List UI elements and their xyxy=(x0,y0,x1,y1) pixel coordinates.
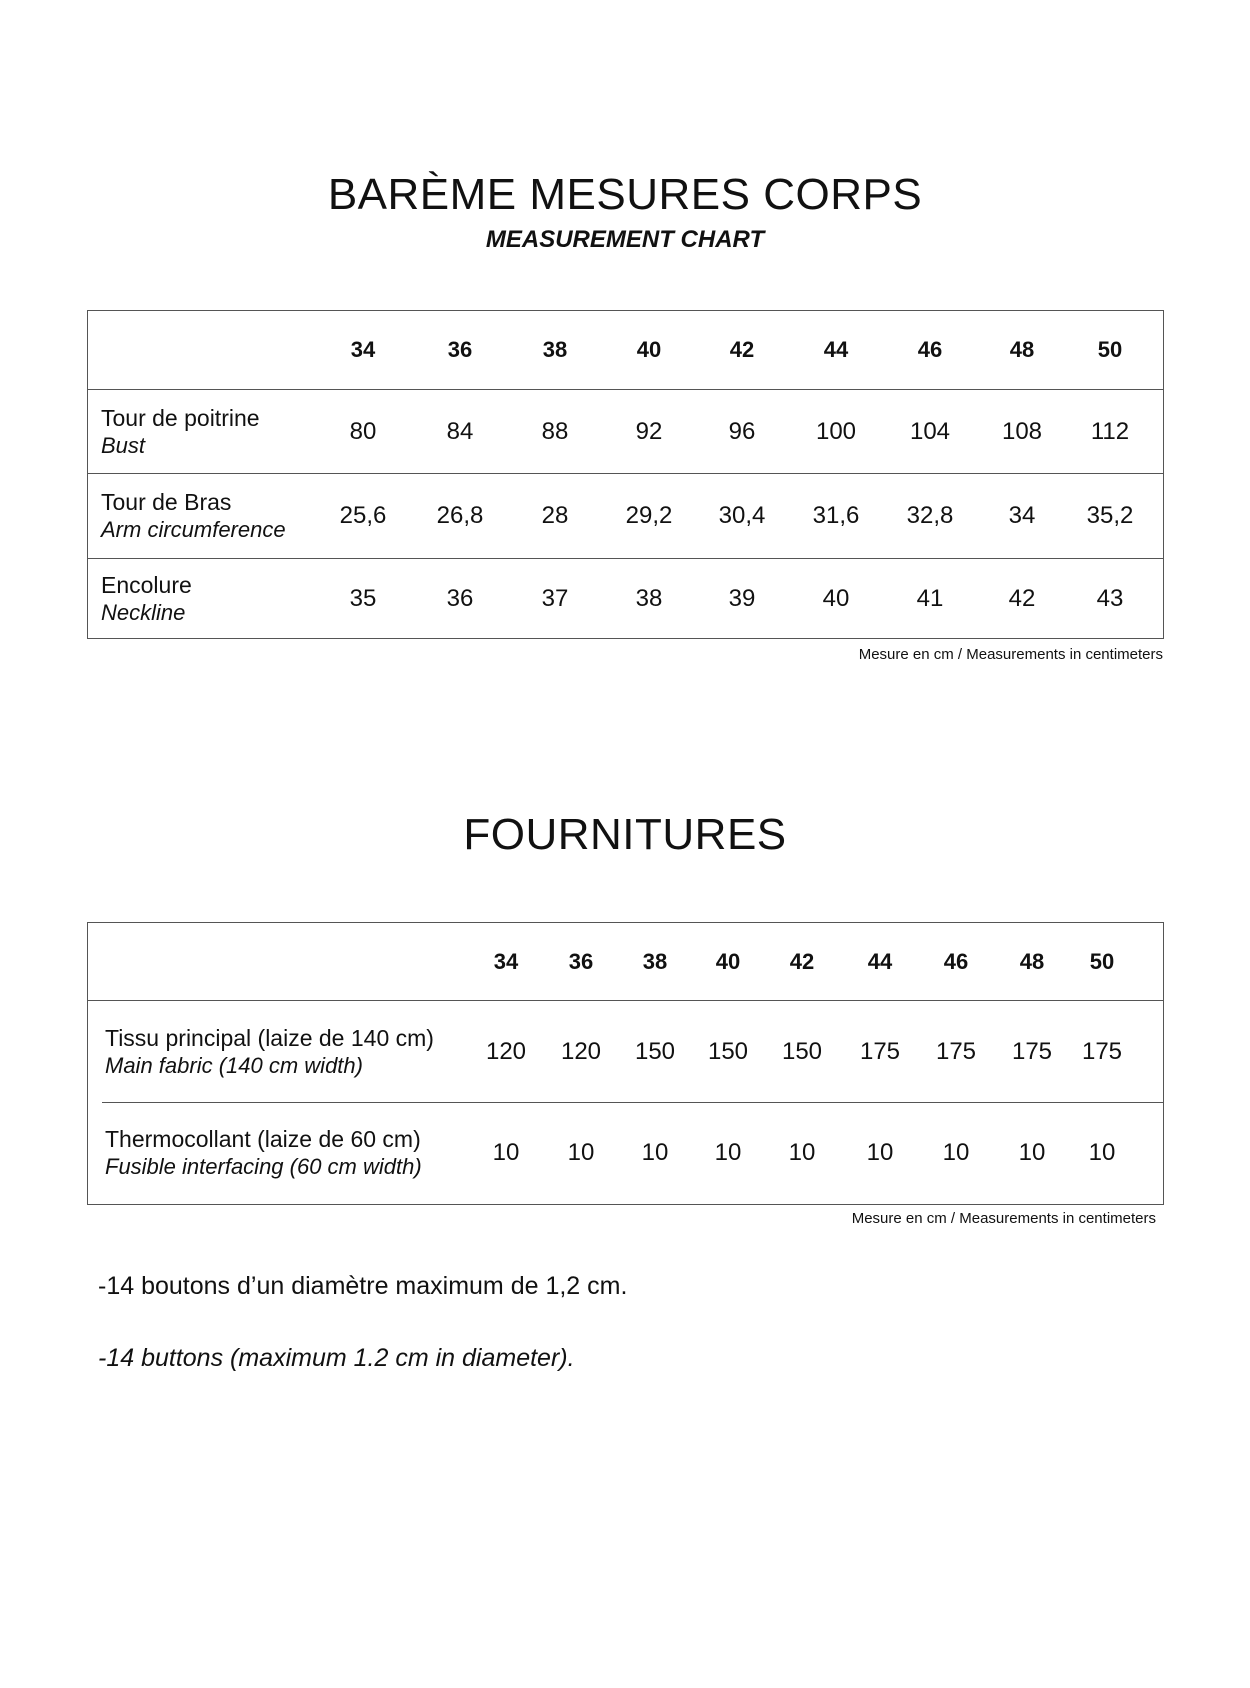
table-cell: 10 xyxy=(1088,1139,1116,1166)
size-header: 46 xyxy=(917,337,943,362)
row-divider xyxy=(102,1102,1163,1103)
table-cell: 104 xyxy=(909,417,951,445)
table-cell: 120 xyxy=(560,1037,602,1065)
table-cell: 175 xyxy=(935,1037,977,1065)
row-label xyxy=(105,1125,422,1181)
size-header: 38 xyxy=(542,337,568,362)
row-label xyxy=(101,571,192,627)
table-cell: 26,8 xyxy=(436,502,484,529)
table-row xyxy=(88,558,1163,638)
row-label-fr: Thermocollant (laize de 60 cm) xyxy=(105,1126,421,1152)
measurement-chart-title: BARÈME MESURES CORPS xyxy=(327,170,923,219)
table-cell: 10 xyxy=(567,1139,595,1166)
buttons-note-en: -14 buttons (maximum 1.2 cm in diameter). xyxy=(98,1344,575,1372)
units-note: Mesure en cm / Measurements in centimeters xyxy=(851,1210,1156,1227)
size-header: 46 xyxy=(943,948,969,974)
table-cell: 175 xyxy=(1011,1037,1053,1065)
table-cell: 150 xyxy=(634,1037,676,1065)
table-cell: 35,2 xyxy=(1086,502,1134,529)
table-cell: 80 xyxy=(349,417,377,445)
row-label xyxy=(105,1024,434,1080)
table-row xyxy=(88,1000,1163,1102)
table-cell: 34 xyxy=(1008,502,1036,529)
table-cell: 96 xyxy=(728,417,756,445)
table-cell: 43 xyxy=(1096,584,1124,612)
supplies-title: FOURNITURES xyxy=(463,810,787,859)
measurement-chart-subtitle: MEASUREMENT CHART xyxy=(485,226,765,253)
size-header: 50 xyxy=(1097,337,1123,362)
table-cell: 30,4 xyxy=(718,502,766,529)
size-header: 50 xyxy=(1089,948,1115,974)
row-label-fr: Encolure xyxy=(101,571,192,598)
size-header: 38 xyxy=(642,948,668,974)
buttons-note-fr: -14 boutons d’un diamètre maximum de 1,2 cm. xyxy=(98,1272,628,1300)
supplies-table xyxy=(87,922,1164,1205)
table-cell: 29,2 xyxy=(625,502,673,529)
table-cell: 88 xyxy=(541,417,569,445)
size-header: 34 xyxy=(350,337,376,362)
table-cell: 38 xyxy=(635,584,663,612)
table-header-row xyxy=(88,923,1163,1000)
size-header: 42 xyxy=(729,337,755,362)
row-label-en: Neckline xyxy=(101,599,186,625)
table-cell: 32,8 xyxy=(906,502,954,529)
table-cell: 150 xyxy=(707,1037,749,1065)
table-cell: 42 xyxy=(1008,584,1036,612)
table-cell: 175 xyxy=(859,1037,901,1065)
table-header-row xyxy=(88,311,1163,389)
size-header: 34 xyxy=(493,948,519,974)
size-header: 44 xyxy=(867,948,893,974)
table-cell: 84 xyxy=(446,417,474,445)
table-cell: 41 xyxy=(916,584,944,612)
row-label xyxy=(101,404,260,460)
table-row xyxy=(88,1102,1163,1204)
table-cell: 120 xyxy=(485,1037,527,1065)
units-note: Mesure en cm / Measurements in centimeters xyxy=(858,646,1163,663)
row-label-en: Bust xyxy=(101,432,146,458)
row-label-en: Arm circumference xyxy=(101,517,286,542)
table-row xyxy=(88,389,1163,473)
measurement-table xyxy=(87,310,1164,639)
table-cell: 25,6 xyxy=(339,502,387,529)
row-label-fr: Tour de poitrine xyxy=(101,404,260,431)
table-cell: 10 xyxy=(942,1139,970,1166)
table-cell: 28 xyxy=(541,502,569,529)
table-cell: 112 xyxy=(1090,417,1130,445)
size-header: 42 xyxy=(789,948,815,974)
table-cell: 10 xyxy=(1018,1139,1046,1166)
table-cell: 92 xyxy=(635,417,663,445)
table-cell: 35 xyxy=(349,584,377,612)
row-label xyxy=(101,488,286,544)
table-cell: 40 xyxy=(822,584,850,612)
size-header: 48 xyxy=(1009,337,1035,362)
size-header: 48 xyxy=(1019,948,1045,974)
table-cell: 10 xyxy=(641,1139,669,1166)
size-header: 36 xyxy=(568,948,594,974)
row-label-fr: Tissu principal (laize de 140 cm) xyxy=(105,1024,434,1051)
table-cell: 10 xyxy=(714,1139,742,1166)
table-cell: 108 xyxy=(1001,417,1043,445)
row-label-en: Main fabric (140 cm width) xyxy=(105,1052,363,1078)
table-cell: 10 xyxy=(788,1139,816,1166)
table-cell: 100 xyxy=(815,417,857,445)
table-cell: 37 xyxy=(541,584,569,612)
size-header: 40 xyxy=(715,948,741,974)
table-cell: 175 xyxy=(1081,1037,1123,1065)
size-header: 40 xyxy=(636,337,662,362)
table-cell: 150 xyxy=(781,1037,823,1065)
table-cell: 36 xyxy=(446,584,474,612)
table-cell: 39 xyxy=(728,584,756,612)
table-cell: 10 xyxy=(866,1139,894,1166)
table-row xyxy=(88,473,1163,558)
size-header: 44 xyxy=(823,337,849,362)
table-cell: 31,6 xyxy=(812,502,860,529)
size-header: 36 xyxy=(447,337,473,362)
row-label-fr: Tour de Bras xyxy=(101,489,232,515)
row-label-en: Fusible interfacing (60 cm width) xyxy=(105,1154,422,1179)
table-cell: 10 xyxy=(492,1139,520,1166)
